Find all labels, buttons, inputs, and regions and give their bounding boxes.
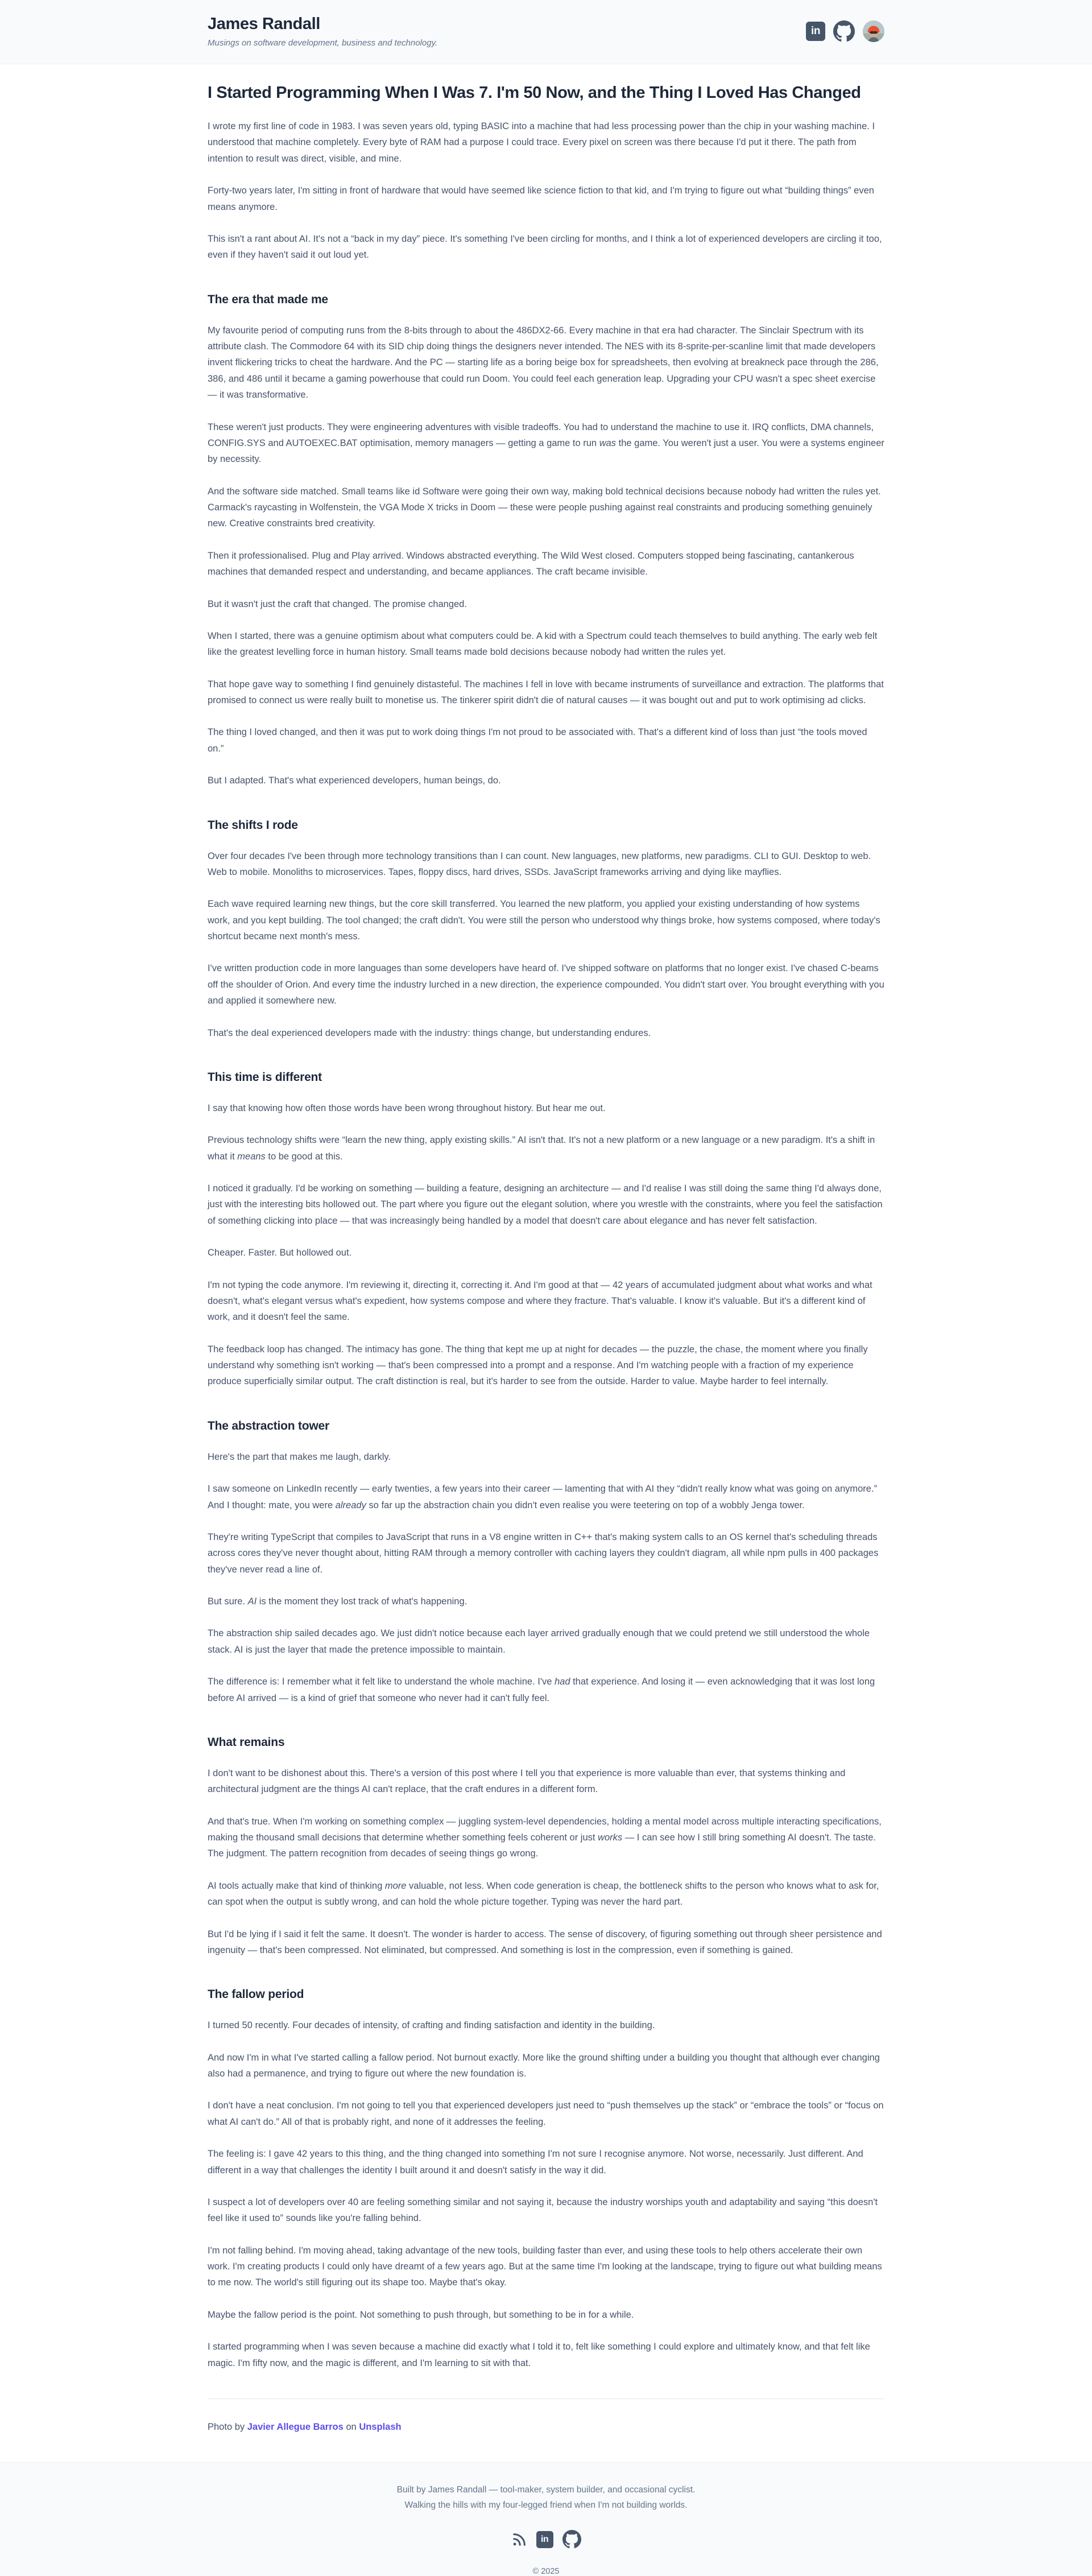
photo-credit-middle: on [343, 2421, 359, 2432]
paragraph: That's the deal experienced developers made with the industry: things change, but understanding endures. [208, 1027, 651, 1038]
section-heading: What remains [208, 1735, 285, 1749]
section-heading: The era that made me [208, 292, 328, 306]
paragraph: Maybe the fallow period is the point. Not something to push through, but something to be in for a while. [208, 2309, 634, 2320]
section-heading: The fallow period [208, 1988, 304, 2001]
paragraph: Then it professionalised. Plug and Play arrived. Windows abstracted everything. The Wild West closed. Computers stopped being fascinating, cantankerous machines that demanded respect and understanding, and became appliances. The craft became invisible. [208, 550, 854, 577]
paragraph: I don't have a neat conclusion. I'm not going to tell you that experienced developers just need to “push themselves up the stack” or “embrace the tools” or “focus on what AI can't do.” All of that is probably right, and none of it addresses the feeling. [208, 2100, 884, 2127]
paragraph: I started programming when I was seven because a machine did exactly what I told it to, felt like something I could explore and ultimately know, and that felt like magic. I'm fifty now, and the magic is different, and I'm learning to sit with that. [208, 2342, 870, 2368]
linkedin-icon[interactable]: in [536, 2531, 553, 2548]
article [208, 64, 884, 2462]
paragraph: I noticed it gradually. I'd be working on something — building a feature, designing an architecture — and I'd realise I was still doing the same thing I'd always done, just with the interesting bits hollowed out. The part where you figure out the elegant solution, where you wrestle with the constraints, where you feel the satisfaction of something clicking into place — that was increasingly being handled by a model that doesn't care about elegance and has never felt satisfaction. [208, 1183, 883, 1226]
footer-social-icons [0, 2530, 1092, 2549]
paragraph: I say that knowing how often those words have been wrong throughout history. But hear me out. [208, 1103, 606, 1113]
site-subtitle: Musings on software development, business and technology. [208, 38, 438, 48]
site-title-link[interactable]: James Randall [208, 15, 320, 33]
paragraph: The feedback loop has changed. The intimacy has gone. The thing that kept me up at night for decades — the puzzle, the chase, the moment where you finally understand why something isn't working — that's been compressed into a prompt and a response. And I'm watching people with a fraction of my experience produce superficially similar output. The craft distinction is real, but it's harder to see from the outside. Harder to value. Maybe harder to feel internally. [208, 1344, 868, 1387]
paragraph: The feeling is: I gave 42 years to this thing, and the thing changed into something I'm not sure I recognise anymore. Not worse, necessarily. Just different. And different in a way that challenges the identity I built around it and doesn't satisfy in the way it did. [208, 2149, 863, 2175]
paragraph: And now I'm in what I've started calling a fallow period. Not burnout exactly. More like the ground shifting under a building you thought that although ever changing also had a permanence, and trying to figure out where the new foundation is. [208, 2052, 880, 2079]
paragraph: Cheaper. Faster. But hollowed out. [208, 1248, 352, 1258]
paragraph: I don't want to be dishonest about this. There's a version of this post where I tell you that experience is more valuable than ever, that systems thinking and architectural judgment are the things AI can't replace, that the craft endures in a different form. [208, 1768, 846, 1795]
paragraph: But I'd be lying if I said it felt the same. It doesn't. The wonder is harder to access. The sense of discovery, of figuring something out through sheer persistence and ingenuity — that's been compressed. Not eliminated, but compressed. And something is lost in the compression, even if something is gained. [208, 1929, 882, 1955]
footer-tagline-2: Walking the hills with my four-legged friend when I'm not building worlds. [404, 2500, 688, 2510]
paragraph: They're writing TypeScript that compiles to JavaScript that runs in a V8 engine written in C++ that's making system calls to an OS kernel that's scheduling threads across cores they've never thought about, hitting RAM through a memory controller with caching layers they couldn't diagram, all while npm pulls in 400 packages they've never read a line of. [208, 1531, 879, 1575]
paragraph: The thing I loved changed, and then it was put to work doing things I'm not proud to be associated with. That's a different kind of loss than just “the tools moved on.” [208, 727, 867, 754]
paragraph: But it wasn't just the craft that changed. The promise changed. [208, 598, 467, 609]
paragraph: Forty-two years later, I'm sitting in front of hardware that would have seemed like science fiction to that kid, and I'm trying to figure out what “building things” even means anymore. [208, 185, 874, 212]
linkedin-icon[interactable]: in [806, 22, 825, 41]
paragraph: AI tools actually make that kind of thinking more valuable, not less. When code generation is cheap, the bottleneck shifts to the person who knows what to ask for, can spot when the output is subtly wrong, and can hold the whole picture together. Typing was never the hard part. [208, 1880, 879, 1908]
paragraph: I turned 50 recently. Four decades of intensity, of crafting and finding satisfaction and identity in the building. [208, 2020, 655, 2031]
paragraph: These weren't just products. They were engineering adventures with visible tradeoffs. You had to understand the machine to use it. IRQ conflicts, DMA channels, CONFIG.SYS and AUTOEXEC.BAT optimisation, memory managers — getting a game to run was the game. You weren't just a user. You were a systems engineer by necessity. [208, 422, 884, 465]
paragraph: Here's the part that makes me laugh, darkly. [208, 1451, 391, 1462]
paragraph: But sure. AI is the moment they lost track of what's happening. [208, 1596, 468, 1607]
paragraph: I'm not falling behind. I'm moving ahead, taking advantage of the new tools, building faster than ever, and using these tools to help others accelerate their own work. I'm creating products I could only have dreamt of a few years ago. But at the same time I'm looking at the landscape, trying to figure out what building means to me now. The world's still figuring out its shape too. Maybe that's okay. [208, 2245, 882, 2288]
section-heading: The shifts I rode [208, 818, 298, 832]
paragraph: And the software side matched. Small teams like id Software were going their own way, making bold technical decisions because nobody had written the rules yet. Carmack's raycasting in Wolfenstein, the VGA Mode X tricks in Doom — these were people pushing against real constraints and producing something genuinely new. Creative constraints bred creativity. [208, 486, 881, 529]
paragraph: This isn't a rant about AI. It's not a “back in my day” piece. It's something I've been circling for months, and I think a lot of experienced developers are circling it too, even if they haven't said it out loud yet. [208, 233, 882, 261]
github-icon[interactable] [562, 2530, 581, 2549]
paragraph: But I adapted. That's what experienced developers, human beings, do. [208, 775, 501, 786]
paragraph: The abstraction ship sailed decades ago. We just didn't notice because each layer arrived gradually enough that we could pretend we still understood the whole stack. AI is just the layer that made the pretence impossible to maintain. [208, 1628, 870, 1655]
paragraph: When I started, there was a genuine optimism about what computers could be. A kid with a Spectrum could teach themselves to build anything. The early web felt like the greatest levelling force in human history. Small teams made bold decisions because nobody had written the rules yet. [208, 630, 878, 658]
paragraph: The difference is: I remember what it felt like to understand the whole machine. I've had that experience. And losing it — even acknowledging that it was lost long before AI arrived — is a kind of grief that someone who never had it can't fully feel. [208, 1677, 875, 1703]
section-heading: The abstraction tower [208, 1419, 330, 1433]
site-footer [0, 2462, 1092, 2576]
paragraph: And that's true. When I'm working on something complex — juggling system-level dependencies, holding a mental model across multiple interacting specifications, making the thousand small decisions that determine whether something feels coherent or just works — I can see how I still bring something AI doesn't. The taste. The judgment. The pattern recognition from decades of seeing things go wrong. [208, 1816, 882, 1859]
paragraph: My favourite period of computing runs from the 8-bits through to about the 486DX2-66. Every machine in that era had character. The Sinclair Spectrum with its attribute clash. The Commodore 64 with its SID chip doing things the designers never intended. The NES with its 8-sprite-per-scanline limit that made developers invent flickering tricks to cheat the hardware. And the PC — starting life as a boring beige box for spreadsheets, then evolving at breakneck pace through the 286, 386, and 486 until it became a gaming powerhouse that could run Doom. You could feel each generation leap. Upgrading your CPU wasn't a spec sheet exercise — it was transformative. [208, 325, 879, 401]
paragraph: That hope gave way to something I find genuinely distasteful. The machines I fell in love with became instruments of surveillance and extraction. The platforms that promised to connect us were really built to monetise us. The tinkerer spirit didn't die of natural causes — it was bought out and put to work optimising ad clicks. [208, 679, 884, 705]
article-title: I Started Programming When I Was 7. I'm 50 Now, and the Thing I Loved Has Changed [208, 84, 861, 102]
paragraph: I'm not typing the code anymore. I'm reviewing it, directing it, correcting it. And I'm good at that — 42 years of accumulated judgment about what works and what doesn't, what's elegant versus what's expedient, how systems compose and where they fracture. That's valuable. I know it's valuable. But it's a different kind of work, and it doesn't feel the same. [208, 1279, 872, 1323]
section-heading: This time is different [208, 1070, 322, 1084]
copyright: © 2025 [532, 2567, 560, 2576]
article-sections [208, 118, 884, 2371]
paragraph: I've written production code in more languages than some developers have heard of. I've shipped software on platforms that no longer exist. I've chased C-beams off the shoulder of Orion. And every time the industry lurched in a new direction, the experience compounded. You didn't start over. You brought everything with you and applied it somewhere new. [208, 963, 884, 1006]
rss-icon[interactable] [511, 2532, 527, 2548]
paragraph: Each wave required learning new things, but the core skill transferred. You learned the new platform, you applied your existing understanding of how systems work, and you kept building. The tool changed; the craft didn't. You were still the person who understood why things broke, how systems composed, where today's shortcut became next month's mess. [208, 899, 880, 942]
photo-credit-prefix: Photo by [208, 2421, 247, 2432]
site-header [0, 0, 1092, 64]
photo-credit [208, 2422, 884, 2433]
paragraph: I saw someone on LinkedIn recently — early twenties, a few years into their career — lamenting that with AI they “didn't really know what was going on anymore.” And I thought: mate, you were already so far up the abstraction chain you didn't even realise you were teetering on top of a wobbly Jenga tower. [208, 1484, 878, 1510]
paragraph: I suspect a lot of developers over 40 are feeling something similar and not saying it, because the industry worships youth and adaptability and saying “this doesn't feel like it used to” sounds like you're falling behind. [208, 2197, 878, 2224]
footer-tagline-1: Built by James Randall — tool-maker, system builder, and occasional cyclist. [396, 2484, 696, 2495]
avatar[interactable] [863, 20, 884, 42]
paragraph: Over four decades I've been through more technology transitions than I can count. New languages, new platforms, new paradigms. CLI to GUI. Desktop to web. Web to mobile. Monoliths to microservices. Tapes, floppy discs, hard drives, SSDs. JavaScript frameworks arriving and dying like mayflies. [208, 851, 871, 877]
photo-author-link[interactable]: Javier Allegue Barros [247, 2421, 344, 2432]
site-identity [208, 15, 437, 48]
github-icon[interactable] [833, 20, 855, 42]
paragraph: Previous technology shifts were “learn the new thing, apply existing skills.” AI isn't that. It's not a new platform or a new language or a new paradigm. It's a shift in what it means to be good at this. [208, 1135, 875, 1162]
unsplash-link[interactable]: Unsplash [359, 2421, 402, 2432]
paragraph: I wrote my first line of code in 1983. I was seven years old, typing BASIC into a machine that had less processing power than the chip in your washing machine. I understood that machine completely. Every byte of RAM had a purpose I could trace. Every pixel on screen was there because I'd put it there. The path from intention to result was direct, visible, and mine. [208, 121, 875, 164]
header-social-icons [806, 20, 884, 42]
